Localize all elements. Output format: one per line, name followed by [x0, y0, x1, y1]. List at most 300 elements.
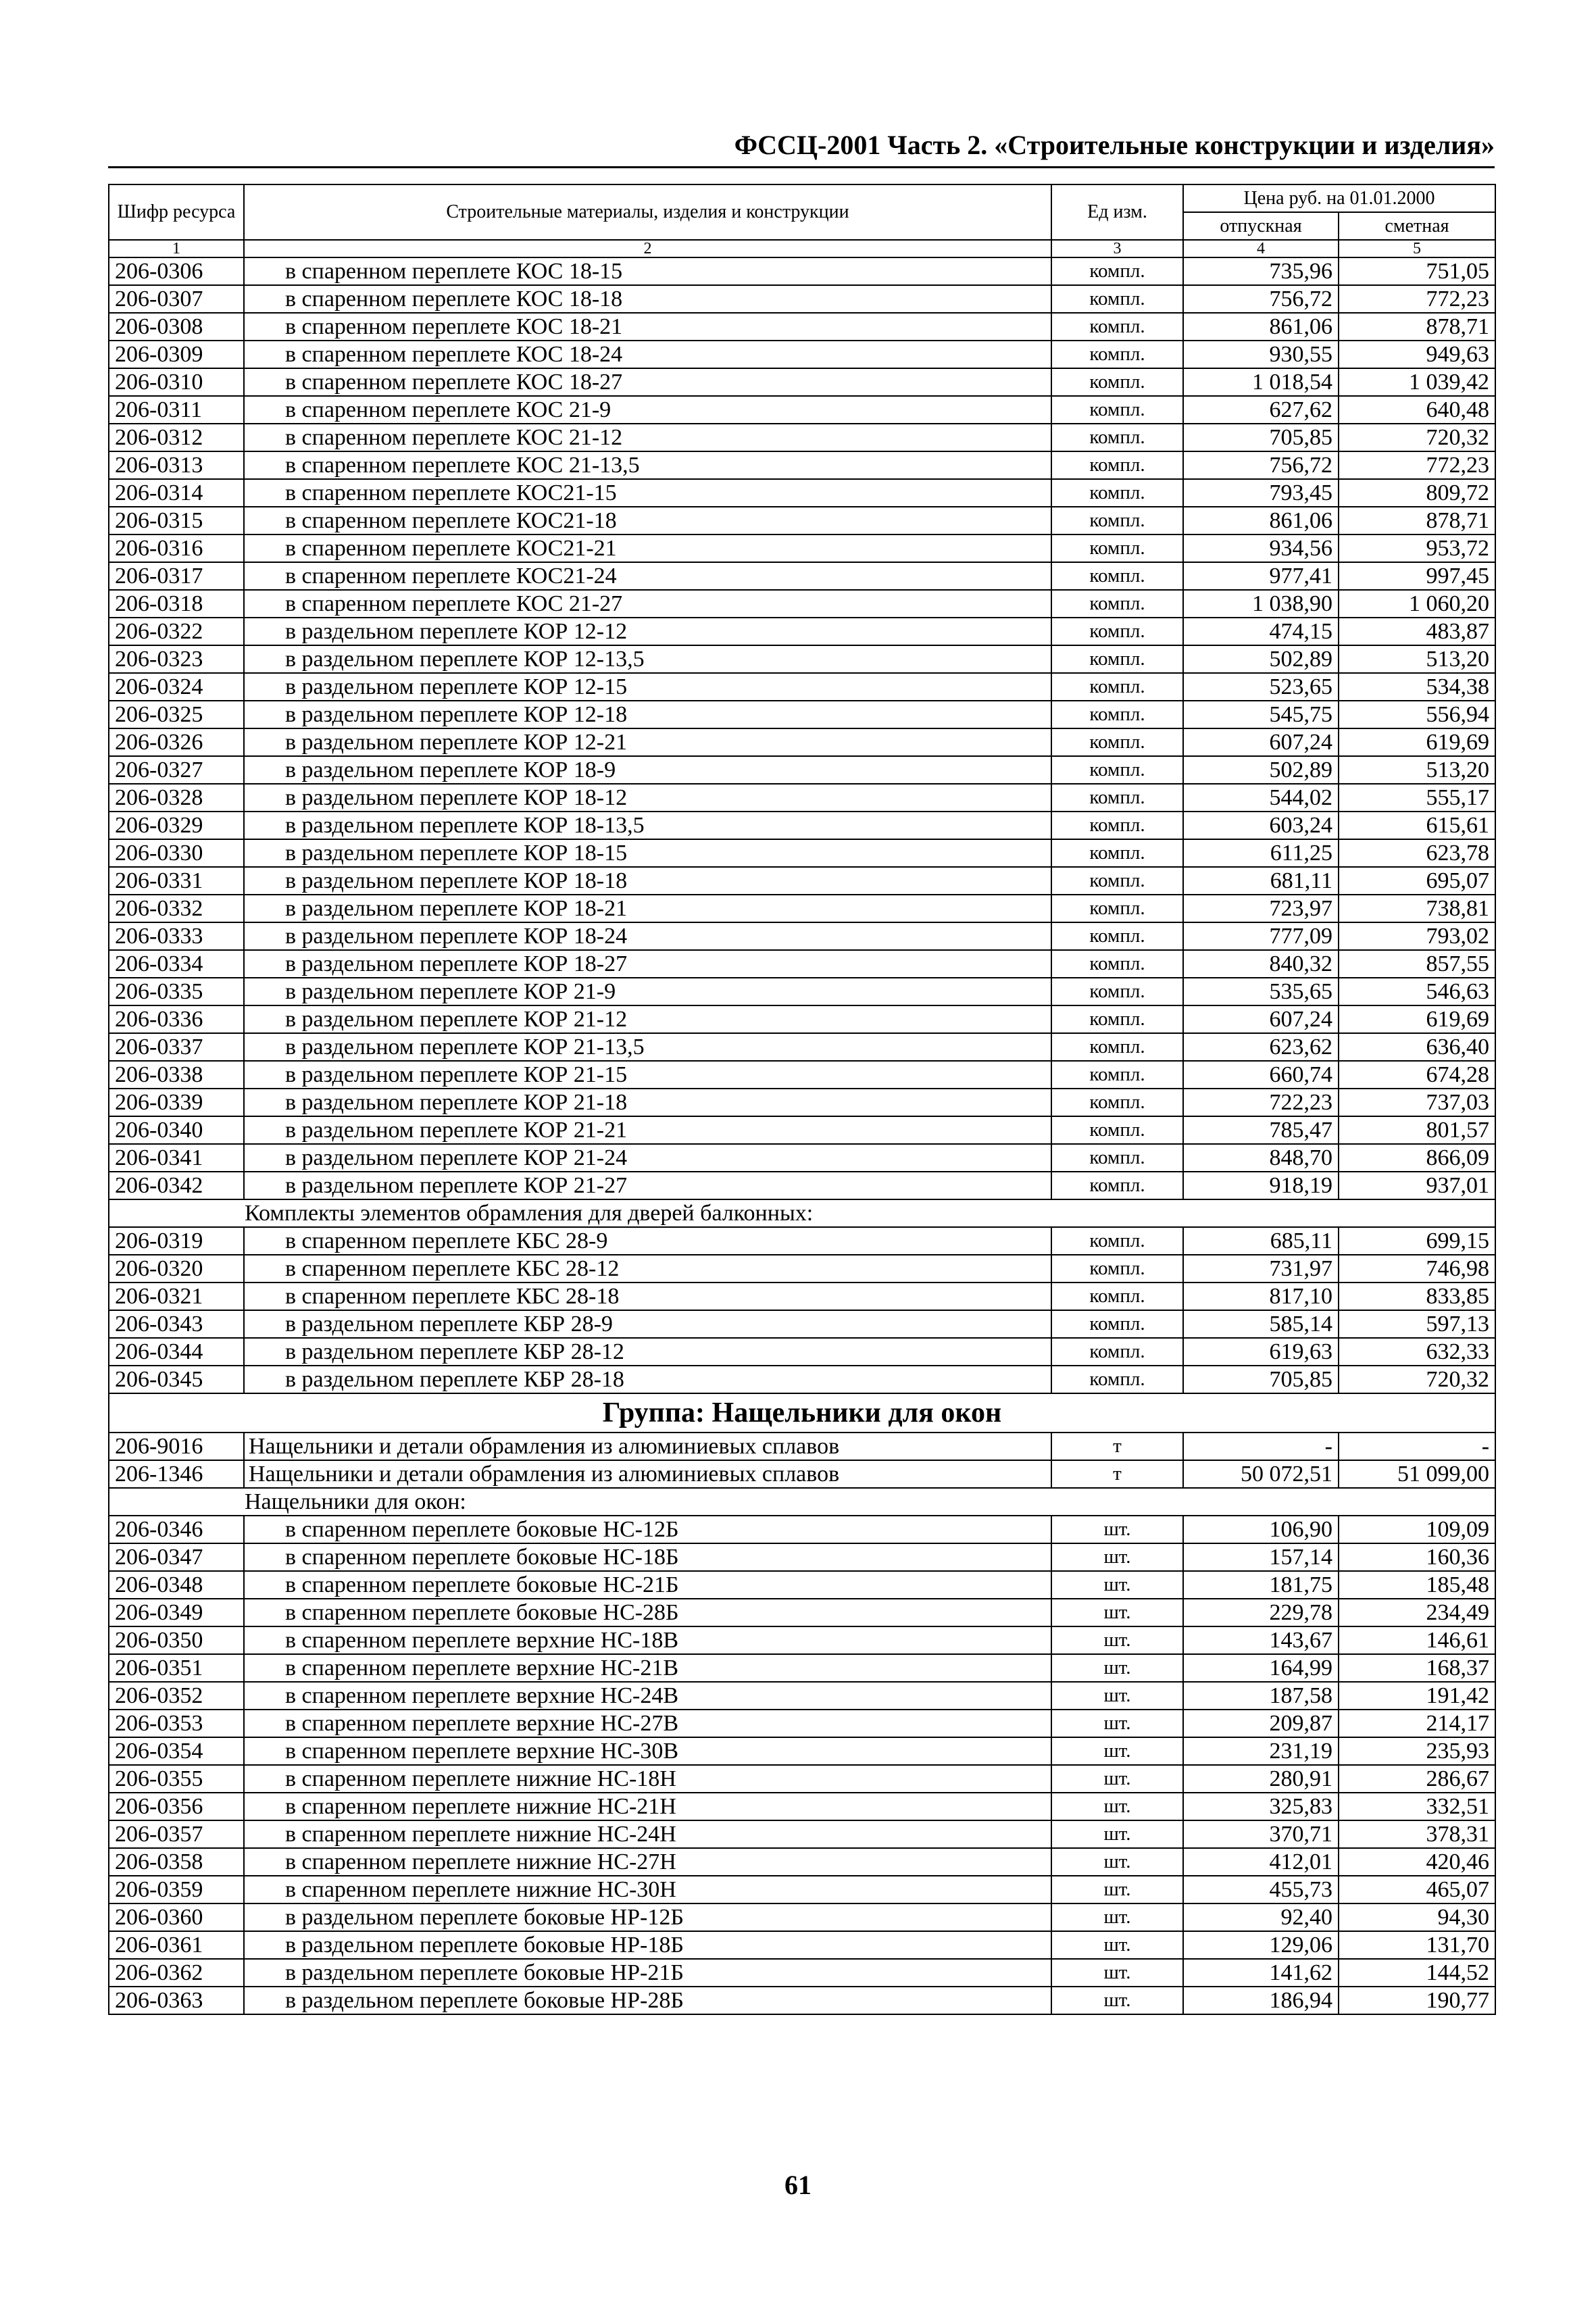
code-cell: 206-0363: [109, 1987, 244, 2014]
estimate-price-cell: 234,49: [1339, 1599, 1495, 1626]
estimate-price-cell: 1 060,20: [1339, 590, 1495, 618]
release-price-cell: 660,74: [1183, 1061, 1339, 1089]
name-cell: Нащельники и детали обрамления из алюминиевых сплавов: [244, 1433, 1051, 1460]
unit-cell: компл.: [1051, 950, 1183, 978]
code-cell: 206-0348: [109, 1571, 244, 1599]
release-price-cell: 756,72: [1183, 285, 1339, 313]
estimate-price-cell: 746,98: [1339, 1255, 1495, 1283]
unit-cell: шт.: [1051, 1516, 1183, 1543]
code-cell: 206-0328: [109, 784, 244, 812]
estimate-price-cell: 937,01: [1339, 1172, 1495, 1199]
name-cell: в раздельном переплете КОР 18-13,5: [244, 812, 1051, 839]
unit-cell: компл.: [1051, 368, 1183, 396]
name-cell: в спаренном переплете КОС 21-13,5: [244, 451, 1051, 479]
code-cell: 206-0345: [109, 1366, 244, 1393]
table-row: [109, 922, 1495, 950]
release-price-cell: 412,01: [1183, 1848, 1339, 1876]
estimate-price-cell: 332,51: [1339, 1793, 1495, 1820]
unit-cell: компл.: [1051, 922, 1183, 950]
code-cell: 206-0320: [109, 1255, 244, 1283]
table-row: [109, 1338, 1495, 1366]
table-row: [109, 1987, 1495, 2014]
unit-cell: компл.: [1051, 534, 1183, 562]
estimate-price-cell: 878,71: [1339, 507, 1495, 534]
table-row: [109, 1366, 1495, 1393]
name-cell: в спаренном переплете КБС 28-18: [244, 1283, 1051, 1310]
estimate-price-cell: 674,28: [1339, 1061, 1495, 1089]
code-cell: 206-0330: [109, 839, 244, 867]
table-row: [109, 1144, 1495, 1172]
release-price-cell: 705,85: [1183, 424, 1339, 451]
release-price-cell: 545,75: [1183, 701, 1339, 728]
table-row: [109, 1710, 1495, 1737]
name-cell: в спаренном переплете нижние НС-18Н: [244, 1765, 1051, 1793]
table-row: [109, 507, 1495, 534]
name-cell: в раздельном переплете КОР 21-27: [244, 1172, 1051, 1199]
code-cell: 206-0356: [109, 1793, 244, 1820]
name-cell: в спаренном переплете боковые НС-21Б: [244, 1571, 1051, 1599]
estimate-price-cell: 878,71: [1339, 313, 1495, 341]
release-price-cell: 523,65: [1183, 673, 1339, 701]
name-cell: в спаренном переплете боковые НС-12Б: [244, 1516, 1051, 1543]
estimate-price-cell: 699,15: [1339, 1227, 1495, 1255]
name-cell: в спаренном переплете КОС 18-21: [244, 313, 1051, 341]
unit-cell: шт.: [1051, 1848, 1183, 1876]
table-row: [109, 1903, 1495, 1931]
name-cell: в спаренном переплете КОС 18-27: [244, 368, 1051, 396]
name-cell: в спаренном переплете верхние НС-24В: [244, 1682, 1051, 1710]
table-row: [109, 673, 1495, 701]
name-cell: в спаренном переплете КОС 18-24: [244, 341, 1051, 368]
estimate-price-cell: 720,32: [1339, 424, 1495, 451]
name-cell: в спаренном переплете КОС21-24: [244, 562, 1051, 590]
code-cell: 206-0343: [109, 1310, 244, 1338]
name-cell: в спаренном переплете КОС21-18: [244, 507, 1051, 534]
unit-cell: компл.: [1051, 590, 1183, 618]
code-cell: 206-0306: [109, 257, 244, 285]
unit-cell: компл.: [1051, 618, 1183, 645]
unit-cell: компл.: [1051, 645, 1183, 673]
code-cell: 206-0335: [109, 978, 244, 1005]
table-row: [109, 1033, 1495, 1061]
document-title: ФССЦ-2001 Часть 2. «Строительные конструкции и изделия»: [734, 130, 1495, 160]
unit-cell: компл.: [1051, 1033, 1183, 1061]
estimate-price-cell: 556,94: [1339, 701, 1495, 728]
release-price-cell: 209,87: [1183, 1710, 1339, 1737]
code-cell: 206-0315: [109, 507, 244, 534]
table-row: [109, 1310, 1495, 1338]
section-row-window: [109, 1488, 1495, 1516]
unit-cell: шт.: [1051, 1959, 1183, 1987]
estimate-price-cell: 772,23: [1339, 451, 1495, 479]
unit-cell: компл.: [1051, 784, 1183, 812]
code-cell: 206-0340: [109, 1116, 244, 1144]
name-cell: в раздельном переплете КОР 18-27: [244, 950, 1051, 978]
table-row: [109, 341, 1495, 368]
release-price-cell: 106,90: [1183, 1516, 1339, 1543]
name-cell: в раздельном переплете КОР 21-12: [244, 1005, 1051, 1033]
table-row: [109, 1876, 1495, 1903]
unit-cell: шт.: [1051, 1571, 1183, 1599]
release-price-cell: 157,14: [1183, 1543, 1339, 1571]
estimate-price-cell: 809,72: [1339, 479, 1495, 507]
table-row: [109, 285, 1495, 313]
release-price-cell: 370,71: [1183, 1820, 1339, 1848]
release-price-cell: 848,70: [1183, 1144, 1339, 1172]
release-price-cell: 934,56: [1183, 534, 1339, 562]
column-header-estimate-price: сметная: [1339, 212, 1495, 240]
name-cell: в раздельном переплете КБР 28-12: [244, 1338, 1051, 1366]
name-cell: в спаренном переплете нижние НС-24Н: [244, 1820, 1051, 1848]
table-row: [109, 1116, 1495, 1144]
release-price-cell: 861,06: [1183, 507, 1339, 534]
table-row: [109, 1959, 1495, 1987]
code-cell: 206-0362: [109, 1959, 244, 1987]
table-row: [109, 1061, 1495, 1089]
release-price-cell: 840,32: [1183, 950, 1339, 978]
section-row-balcony: [109, 1199, 1495, 1227]
name-cell: в раздельном переплете КОР 18-21: [244, 895, 1051, 922]
estimate-price-cell: 866,09: [1339, 1144, 1495, 1172]
table-row: [109, 451, 1495, 479]
name-cell: в спаренном переплете КОС21-15: [244, 479, 1051, 507]
column-header-unit: Ед изм.: [1051, 184, 1183, 240]
table-row: [109, 728, 1495, 756]
column-number: 1: [109, 240, 244, 257]
code-cell: 206-0351: [109, 1654, 244, 1682]
table-row: [109, 1793, 1495, 1820]
code-cell: 206-0344: [109, 1338, 244, 1366]
estimate-price-cell: 214,17: [1339, 1710, 1495, 1737]
estimate-price-cell: -: [1339, 1433, 1495, 1460]
column-number: 4: [1183, 240, 1339, 257]
release-price-cell: 817,10: [1183, 1283, 1339, 1310]
estimate-price-cell: 51 099,00: [1339, 1460, 1495, 1488]
name-cell: в спаренном переплете КОС 21-9: [244, 396, 1051, 424]
release-price-cell: 627,62: [1183, 396, 1339, 424]
name-cell: в спаренном переплете боковые НС-18Б: [244, 1543, 1051, 1571]
name-cell: в раздельном переплете КОР 12-18: [244, 701, 1051, 728]
code-cell: 206-0331: [109, 867, 244, 895]
release-price-cell: 535,65: [1183, 978, 1339, 1005]
table-row: [109, 1737, 1495, 1765]
code-cell: 206-0357: [109, 1820, 244, 1848]
code-cell: 206-0342: [109, 1172, 244, 1199]
unit-cell: компл.: [1051, 1227, 1183, 1255]
column-number-row: [109, 240, 1495, 257]
code-cell: 206-0337: [109, 1033, 244, 1061]
release-price-cell: 181,75: [1183, 1571, 1339, 1599]
name-cell: в спаренном переплете КБС 28-12: [244, 1255, 1051, 1283]
name-cell: в раздельном переплете КОР 18-24: [244, 922, 1051, 950]
table-row: [109, 1682, 1495, 1710]
estimate-price-cell: 751,05: [1339, 257, 1495, 285]
unit-cell: компл.: [1051, 396, 1183, 424]
estimate-price-cell: 190,77: [1339, 1987, 1495, 2014]
unit-cell: т: [1051, 1433, 1183, 1460]
code-cell: 206-0310: [109, 368, 244, 396]
table-header-row: [109, 184, 1495, 212]
table-row: [109, 1255, 1495, 1283]
release-price-cell: 723,97: [1183, 895, 1339, 922]
column-number: 2: [244, 240, 1051, 257]
release-price-cell: 756,72: [1183, 451, 1339, 479]
table-row: [109, 1089, 1495, 1116]
release-price-cell: 280,91: [1183, 1765, 1339, 1793]
table-row: [109, 1283, 1495, 1310]
estimate-price-cell: 953,72: [1339, 534, 1495, 562]
unit-cell: шт.: [1051, 1793, 1183, 1820]
name-cell: в спаренном переплете КОС 21-27: [244, 590, 1051, 618]
section-title: Комплекты элементов обрамления для дверей балконных:: [109, 1199, 1495, 1227]
table-row: [109, 1571, 1495, 1599]
table-row: [109, 1765, 1495, 1793]
name-cell: в спаренном переплете нижние НС-27Н: [244, 1848, 1051, 1876]
release-price-cell: 502,89: [1183, 645, 1339, 673]
estimate-price-cell: 695,07: [1339, 867, 1495, 895]
code-cell: 206-0332: [109, 895, 244, 922]
table-row: [109, 368, 1495, 396]
table-row: [109, 479, 1495, 507]
code-cell: 206-0307: [109, 285, 244, 313]
estimate-price-cell: 738,81: [1339, 895, 1495, 922]
column-number: 3: [1051, 240, 1183, 257]
estimate-price-cell: 109,09: [1339, 1516, 1495, 1543]
name-cell: в раздельном переплете боковые НР-28Б: [244, 1987, 1051, 2014]
unit-cell: компл.: [1051, 701, 1183, 728]
code-cell: 206-0358: [109, 1848, 244, 1876]
code-cell: 206-0355: [109, 1765, 244, 1793]
unit-cell: компл.: [1051, 1089, 1183, 1116]
unit-cell: компл.: [1051, 451, 1183, 479]
code-cell: 206-0361: [109, 1931, 244, 1959]
column-header-name: Строительные материалы, изделия и конструкции: [244, 184, 1051, 240]
estimate-price-cell: 615,61: [1339, 812, 1495, 839]
release-price-cell: 785,47: [1183, 1116, 1339, 1144]
unit-cell: компл.: [1051, 479, 1183, 507]
code-cell: 206-0329: [109, 812, 244, 839]
name-cell: в раздельном переплете КОР 12-12: [244, 618, 1051, 645]
table-row: [109, 1599, 1495, 1626]
name-cell: в спаренном переплете верхние НС-30В: [244, 1737, 1051, 1765]
unit-cell: компл.: [1051, 1144, 1183, 1172]
release-price-cell: 731,97: [1183, 1255, 1339, 1283]
code-cell: 206-0321: [109, 1283, 244, 1310]
code-cell: 206-0312: [109, 424, 244, 451]
table-row: [109, 424, 1495, 451]
estimate-price-cell: 420,46: [1339, 1848, 1495, 1876]
table-row: [109, 1654, 1495, 1682]
estimate-price-cell: 465,07: [1339, 1876, 1495, 1903]
release-price-cell: 1 018,54: [1183, 368, 1339, 396]
estimate-price-cell: 144,52: [1339, 1959, 1495, 1987]
table-row: [109, 867, 1495, 895]
release-price-cell: 705,85: [1183, 1366, 1339, 1393]
release-price-cell: 92,40: [1183, 1903, 1339, 1931]
estimate-price-cell: 378,31: [1339, 1820, 1495, 1848]
release-price-cell: 544,02: [1183, 784, 1339, 812]
estimate-price-cell: 632,33: [1339, 1338, 1495, 1366]
name-cell: в спаренном переплете верхние НС-27В: [244, 1710, 1051, 1737]
name-cell: в раздельном переплете КОР 21-15: [244, 1061, 1051, 1089]
column-number: 5: [1339, 240, 1495, 257]
unit-cell: компл.: [1051, 507, 1183, 534]
table-row: [109, 1516, 1495, 1543]
code-cell: 206-0319: [109, 1227, 244, 1255]
table-row: [109, 1543, 1495, 1571]
name-cell: в раздельном переплете КОР 12-13,5: [244, 645, 1051, 673]
name-cell: в раздельном переплете КОР 12-15: [244, 673, 1051, 701]
table-row: [109, 756, 1495, 784]
release-price-cell: 143,67: [1183, 1626, 1339, 1654]
table-row: [109, 1227, 1495, 1255]
unit-cell: компл.: [1051, 1172, 1183, 1199]
name-cell: в раздельном переплете КОР 21-9: [244, 978, 1051, 1005]
code-cell: 206-1346: [109, 1460, 244, 1488]
table-row: [109, 895, 1495, 922]
release-price-cell: 611,25: [1183, 839, 1339, 867]
name-cell: в спаренном переплете боковые НС-28Б: [244, 1599, 1051, 1626]
unit-cell: шт.: [1051, 1599, 1183, 1626]
release-price-cell: 685,11: [1183, 1227, 1339, 1255]
estimate-price-cell: 636,40: [1339, 1033, 1495, 1061]
release-price-cell: 186,94: [1183, 1987, 1339, 2014]
table-row: [109, 590, 1495, 618]
release-price-cell: 777,09: [1183, 922, 1339, 950]
name-cell: в раздельном переплете боковые НР-12Б: [244, 1903, 1051, 1931]
unit-cell: компл.: [1051, 756, 1183, 784]
estimate-price-cell: 772,23: [1339, 285, 1495, 313]
code-cell: 206-0359: [109, 1876, 244, 1903]
name-cell: в спаренном переплете КОС 18-18: [244, 285, 1051, 313]
release-price-cell: 231,19: [1183, 1737, 1339, 1765]
unit-cell: шт.: [1051, 1543, 1183, 1571]
estimate-price-cell: 131,70: [1339, 1931, 1495, 1959]
name-cell: в раздельном переплете КБР 28-18: [244, 1366, 1051, 1393]
name-cell: в раздельном переплете КОР 18-15: [244, 839, 1051, 867]
code-cell: 206-0360: [109, 1903, 244, 1931]
name-cell: в спаренном переплете верхние НС-18В: [244, 1626, 1051, 1654]
code-cell: 206-0352: [109, 1682, 244, 1710]
estimate-price-cell: 623,78: [1339, 839, 1495, 867]
code-cell: 206-0324: [109, 673, 244, 701]
release-price-cell: 474,15: [1183, 618, 1339, 645]
code-cell: 206-0341: [109, 1144, 244, 1172]
table-row: [109, 313, 1495, 341]
code-cell: 206-9016: [109, 1433, 244, 1460]
release-price-cell: 164,99: [1183, 1654, 1339, 1682]
code-cell: 206-0336: [109, 1005, 244, 1033]
unit-cell: компл.: [1051, 285, 1183, 313]
unit-cell: компл.: [1051, 1366, 1183, 1393]
release-price-cell: 187,58: [1183, 1682, 1339, 1710]
release-price-cell: 619,63: [1183, 1338, 1339, 1366]
estimate-price-cell: 619,69: [1339, 1005, 1495, 1033]
unit-cell: шт.: [1051, 1710, 1183, 1737]
unit-cell: компл.: [1051, 341, 1183, 368]
unit-cell: компл.: [1051, 978, 1183, 1005]
unit-cell: компл.: [1051, 867, 1183, 895]
unit-cell: компл.: [1051, 313, 1183, 341]
name-cell: в раздельном переплете боковые НР-18Б: [244, 1931, 1051, 1959]
release-price-cell: -: [1183, 1433, 1339, 1460]
unit-cell: компл.: [1051, 812, 1183, 839]
code-cell: 206-0333: [109, 922, 244, 950]
release-price-cell: 681,11: [1183, 867, 1339, 895]
release-price-cell: 861,06: [1183, 313, 1339, 341]
table-row: [109, 839, 1495, 867]
estimate-price-cell: 513,20: [1339, 645, 1495, 673]
estimate-price-cell: 997,45: [1339, 562, 1495, 590]
unit-cell: компл.: [1051, 562, 1183, 590]
name-cell: в раздельном переплете боковые НР-21Б: [244, 1959, 1051, 1987]
table-row: [109, 1172, 1495, 1199]
unit-cell: шт.: [1051, 1931, 1183, 1959]
unit-cell: компл.: [1051, 839, 1183, 867]
estimate-price-cell: 1 039,42: [1339, 368, 1495, 396]
name-cell: в раздельном переплете КОР 21-18: [244, 1089, 1051, 1116]
code-cell: 206-0354: [109, 1737, 244, 1765]
unit-cell: компл.: [1051, 673, 1183, 701]
code-cell: 206-0323: [109, 645, 244, 673]
name-cell: в раздельном переплете КОР 18-12: [244, 784, 1051, 812]
unit-cell: компл.: [1051, 1283, 1183, 1310]
name-cell: в спаренном переплете нижние НС-21Н: [244, 1793, 1051, 1820]
estimate-price-cell: 168,37: [1339, 1654, 1495, 1682]
code-cell: 206-0346: [109, 1516, 244, 1543]
name-cell: в спаренном переплете верхние НС-21В: [244, 1654, 1051, 1682]
code-cell: 206-0326: [109, 728, 244, 756]
column-header-release-price: отпускная: [1183, 212, 1339, 240]
estimate-price-cell: 949,63: [1339, 341, 1495, 368]
price-table: [108, 184, 1496, 2015]
code-cell: 206-0309: [109, 341, 244, 368]
unit-cell: компл.: [1051, 1116, 1183, 1144]
page-number: 61: [784, 2170, 812, 2200]
unit-cell: компл.: [1051, 1005, 1183, 1033]
table-row: [109, 701, 1495, 728]
release-price-cell: 50 072,51: [1183, 1460, 1339, 1488]
unit-cell: компл.: [1051, 257, 1183, 285]
table-row: [109, 1005, 1495, 1033]
release-price-cell: 229,78: [1183, 1599, 1339, 1626]
group-title: Группа: Нащельники для окон: [109, 1393, 1495, 1433]
unit-cell: компл.: [1051, 728, 1183, 756]
name-cell: в раздельном переплете КОР 21-13,5: [244, 1033, 1051, 1061]
estimate-price-cell: 619,69: [1339, 728, 1495, 756]
code-cell: 206-0334: [109, 950, 244, 978]
table-row: [109, 257, 1495, 285]
code-cell: 206-0339: [109, 1089, 244, 1116]
release-price-cell: 930,55: [1183, 341, 1339, 368]
release-price-cell: 977,41: [1183, 562, 1339, 590]
estimate-price-cell: 597,13: [1339, 1310, 1495, 1338]
unit-cell: шт.: [1051, 1737, 1183, 1765]
code-cell: 206-0317: [109, 562, 244, 590]
table-row: [109, 1460, 1495, 1488]
name-cell: в спаренном переплете КОС21-21: [244, 534, 1051, 562]
release-price-cell: 325,83: [1183, 1793, 1339, 1820]
unit-cell: компл.: [1051, 1255, 1183, 1283]
code-cell: 206-0325: [109, 701, 244, 728]
estimate-price-cell: 185,48: [1339, 1571, 1495, 1599]
table-row: [109, 784, 1495, 812]
unit-cell: компл.: [1051, 1310, 1183, 1338]
code-cell: 206-0338: [109, 1061, 244, 1089]
release-price-cell: 607,24: [1183, 1005, 1339, 1033]
estimate-price-cell: 857,55: [1339, 950, 1495, 978]
release-price-cell: 722,23: [1183, 1089, 1339, 1116]
